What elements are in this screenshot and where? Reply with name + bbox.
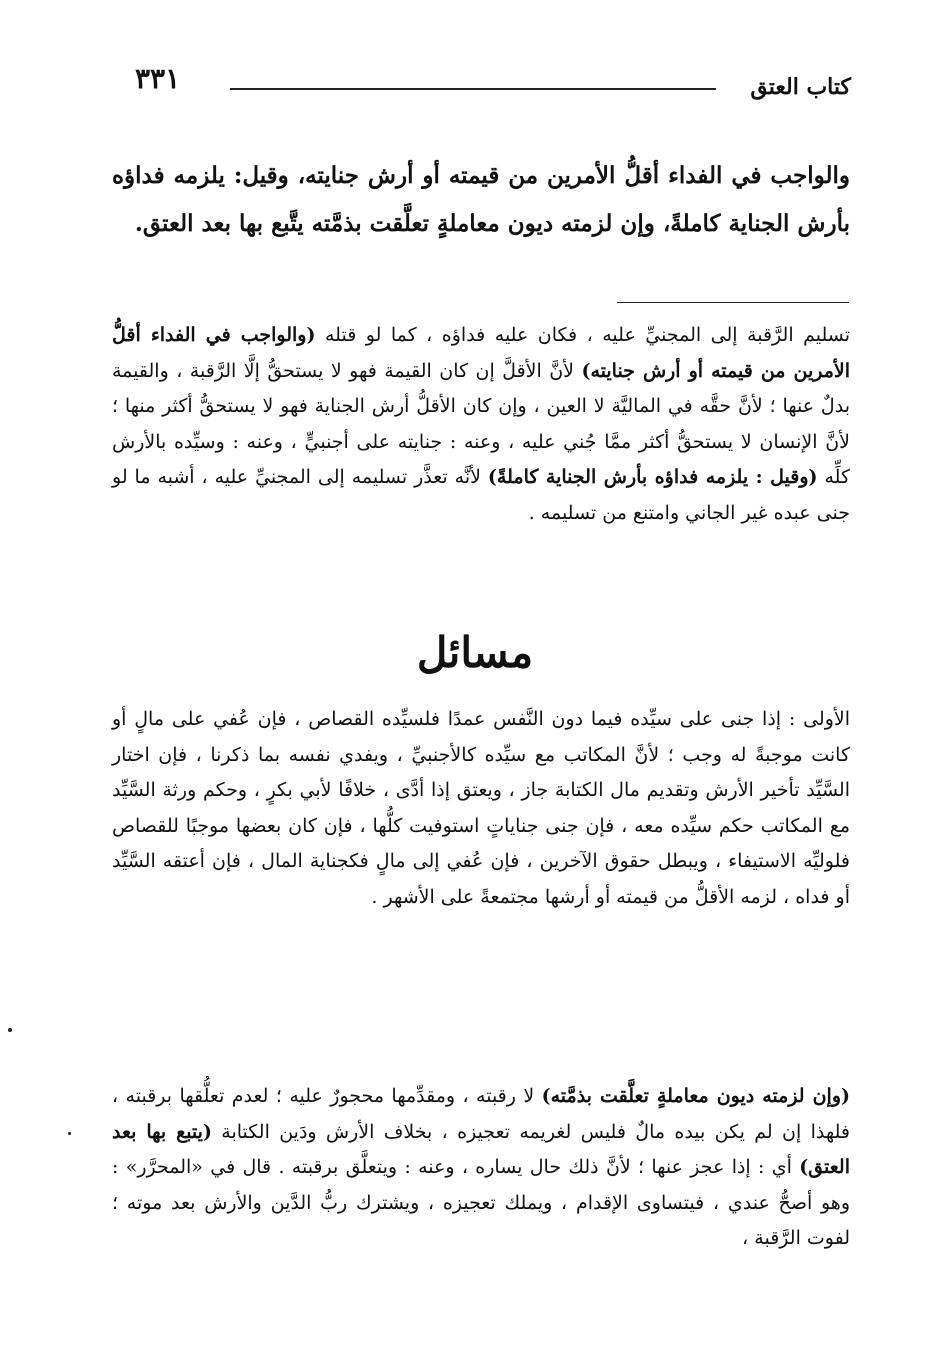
scan-speck [68, 1132, 71, 1135]
quoted-matn: (والواجب في الفداء أقلُّ الأمرين من قيمته أو أرش جنايته) [112, 324, 851, 382]
matn-text: والواجب في الفداء أقلُّ الأمرين من قيمته أو أرش جنايته، وقيل: يلزمه فداؤه بأرش الجناية كاملةً، وإن لزمته ديون معاملةٍ تعلَّقت بذمَّته يتَّبع بها بعد العتق. [112, 162, 850, 237]
commentary-paragraph-3 [112, 1079, 850, 1257]
quoted-matn: (يتبع بها بعد العتق) [112, 1120, 850, 1178]
commentary-text: تسليم الرَّقبة إلى المجنيِّ عليه ، فكان عليه فداؤه ، كما لو قتله [315, 324, 851, 346]
commentary-paragraph-1 [112, 318, 850, 531]
header-rule [230, 88, 716, 90]
running-title: كتاب العتق [750, 74, 851, 100]
page-number: ٣٣١ [135, 62, 181, 95]
page-header [135, 62, 851, 106]
commentary-text: لأنَّه تعذَّر تسليمه إلى المجنيِّ عليه ، أشبه ما لو جنى عبده غير الجاني وامتنع من تسليمه . [112, 466, 850, 524]
quoted-matn: (وقيل : يلزمه فداؤه بأرش الجناية كاملةً) [487, 466, 818, 488]
commentary-text: لأنَّ الأقلَّ إن كان القيمة فهو لا يستحقُّ إلَّا الرَّقبة ، والقيمة بدلٌ عنها ؛ لأنَّ حقَّه في الماليَّة لا العين ، وإن كان الأقلُّ أرش الجناية فهو لا يستحقُّ أكثر منها ؛ لأنَّ الإنسان لا يستحقُّ أكثر ممَّا جُني عليه ، وعنه : جنايته على أجنبيٍّ ، وعنه : وسيِّده بالأرش كلِّه [112, 359, 851, 488]
scan-speck [8, 1028, 12, 1032]
section-heading: مسائل [416, 628, 534, 677]
commentary-text: لا رقبته ، ومقدِّمها محجورٌ عليه ؛ لعدم تعلُّقها برقبته ، فلهذا إن لم يكن بيده مالٌ فليس لغريمه تعجيزه ، بخلاف الأرش ودَين الكتابة [112, 1085, 850, 1143]
quoted-matn: (وإن لزمته ديون معاملةٍ تعلَّقت بذمَّته) [541, 1085, 850, 1107]
commentary-paragraph-2: الأولى : إذا جنى على سيِّده فيما دون النَّفس عمدًا فلسيِّده القصاص ، فإن عُفي على مالٍ أو كانت موجبةً له وجب ؛ لأنَّ المكاتب مع سيِّده كالأجنبيِّ ، ويفدي نفسه بما ذكرنا ، فإن اختار السَّيِّد تأخير الأرش وتقديم مال الكتابة جاز ، ويعتق إذا أدَّى ، خلافًا لأبي بكرٍ ، وحكم ورثة السَّيِّد مع المكاتب حكم سيِّده معه ، فإن جنى جناياتٍ استوفيت كلُّها ، فإن كان بعضها موجبًا للقصاص فلوليِّه الاستيفاء ، ويبطل حقوق الآخرين ، فإن عُفي إلى مالٍ فكجناية المال ، فإن أعتقه السَّيِّد أو فداه ، لزمه الأقلُّ من قيمته أو أرشها مجتمعةً على الأشهر . [112, 708, 850, 908]
commentary-text: أي : إذا عجز عنها ؛ لأنَّ ذلك حال يساره ، وعنه : ويتعلَّق برقبته . قال في «المحرَّر» : وهو أصحُّ عندي ، فيتساوى الإقدام ، ويملك تعجيزه ، ويشترك ربُّ الدَّين والأرش بعد موته ؛ لفوت الرَّقبة ، [112, 1156, 850, 1249]
matn-separator-rule [617, 302, 849, 303]
